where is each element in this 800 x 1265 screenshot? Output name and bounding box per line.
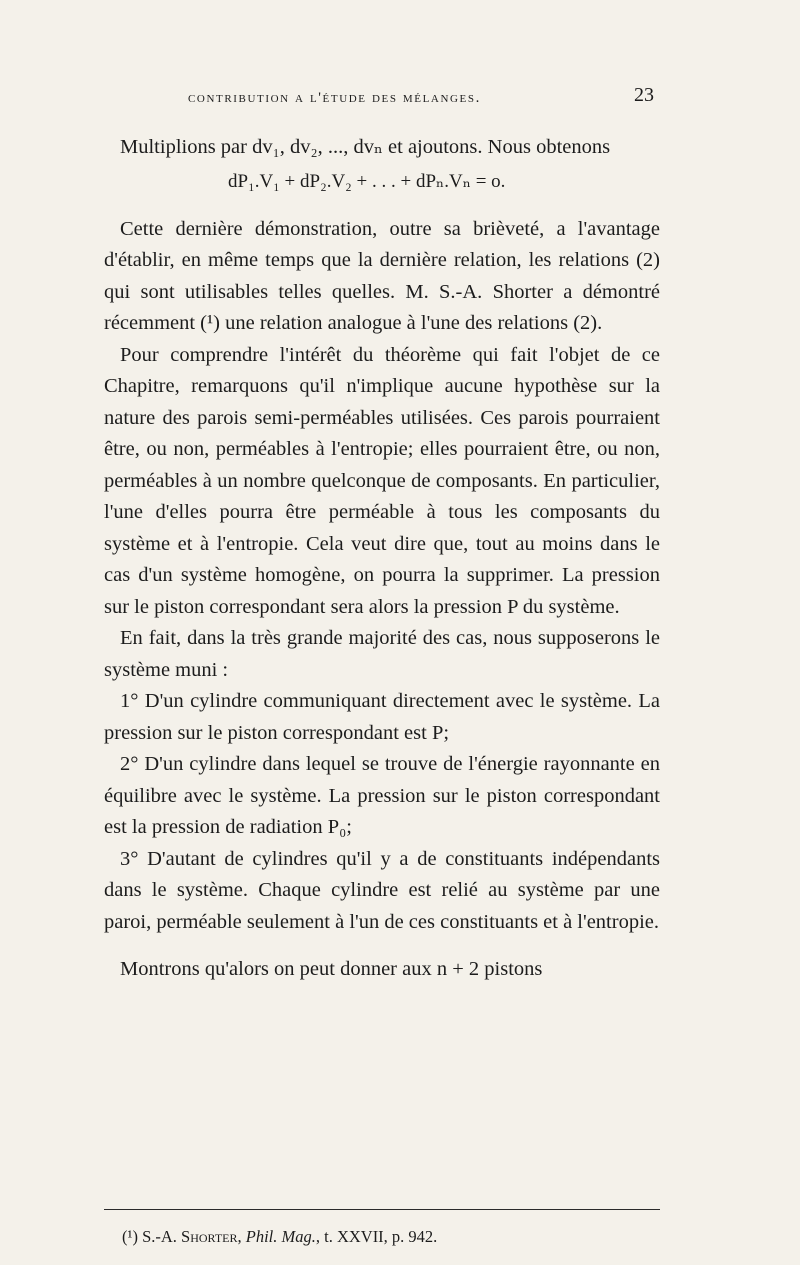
body-text bbox=[104, 132, 660, 986]
paragraph-interet: Pour comprendre l'intérêt du théorème qui fait l'objet de ce Chapitre, remarquons qu'il n'implique aucune hypothèse sur la nature des parois semi-perméables utilisées. Ces parois pourraient être, ou non, perméables à l'entropie; elles pourraient être, ou non, perméables à un nombre quelconque de composants. En particulier, l'une d'elles pourra être perméable à tous les composants du système et à l'entropie. Cela veut dire que, tout au moins dans le cas d'un système homogène, on pourra la supprimer. La pression sur le piston correspondant sera alors la pression P du système. bbox=[104, 343, 660, 618]
running-title: contribution a l'étude des mélanges. bbox=[188, 90, 481, 106]
list-item-1: 1° D'un cylindre communiquant directement avec le système. La pression sur le piston correspondant est P; bbox=[104, 690, 660, 744]
footnote-reference: , t. XXVII, p. 942. bbox=[315, 1227, 438, 1246]
footnote-author: S.-A. Shorter, bbox=[142, 1227, 242, 1246]
formula: dP₁.V₁ + dP₂.V₂ + . . . + dPₙ.Vₙ = o. bbox=[228, 170, 506, 192]
paragraph-majorite: En fait, dans la très grande majorité des cas, nous supposerons le système muni : bbox=[104, 627, 660, 681]
paragraph-montrons: Montrons qu'alors on peut donner aux n + 2 pistons bbox=[120, 958, 543, 980]
footnote bbox=[122, 1226, 437, 1248]
page-number: 23 bbox=[634, 84, 654, 106]
list-item-2: 2° D'un cylindre dans lequel se trouve de l'énergie rayonnante en équilibre avec le système. La pression sur le piston correspondant est la pression de radiation P₀; bbox=[104, 753, 660, 838]
footnote-journal: Phil. Mag. bbox=[245, 1227, 316, 1246]
page-header bbox=[100, 84, 660, 114]
footnote-marker: (¹) bbox=[122, 1227, 143, 1246]
paragraph-multiplions: Multiplions par dv₁, dv₂, ..., dvₙ et ajoutons. Nous obtenons bbox=[120, 136, 611, 158]
paragraph-demonstration: Cette dernière démonstration, outre sa brièveté, a l'avantage d'établir, en même temps que la dernière relation, les relations (2) qui sont utilisables telles quelles. M. S.-A. Shorter a démontré récemment (¹) une relation analogue à l'une des relations (2). bbox=[104, 217, 660, 334]
list-item-3: 3° D'autant de cylindres qu'il y a de constituants indépendants dans le système. Chaque cylindre est relié au système par une paroi, perméable seulement à l'un de ces constituants et à l'entropie. bbox=[104, 847, 660, 933]
footnote-divider bbox=[104, 1209, 660, 1210]
